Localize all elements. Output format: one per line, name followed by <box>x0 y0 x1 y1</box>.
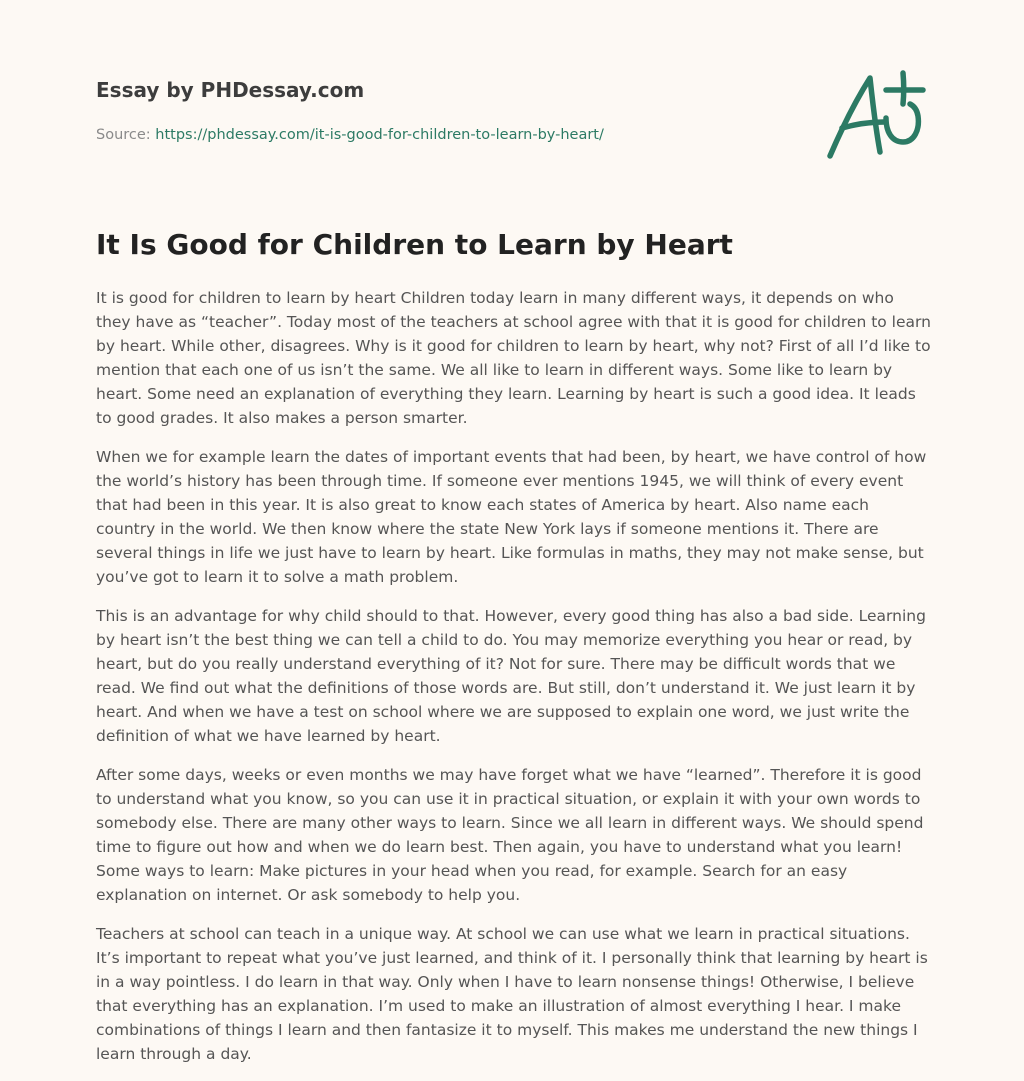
essay-paragraph: This is an advantage for why child should to that. However, every good thing has also a bad side. Learning by heart isn’t the best thing we can tell a child to do. You may memorize everything you hear or read, by heart, but do you really understand everything of it? Not for sure. There may be difficult words that we read. We find out what the definitions of those words are. But still, don’t understand it. We just learn it by heart. And when we have a test on school where we are supposed to explain one word, we just write the definition of what we have learned by heart. <box>96 607 926 745</box>
a-plus-logo-icon <box>820 66 930 166</box>
page-header <box>96 76 796 145</box>
source-link[interactable]: https://phdessay.com/it-is-good-for-children-to-learn-by-heart/ <box>155 127 604 143</box>
source-line <box>96 125 796 145</box>
site-title: Essay by PHDessay.com <box>96 78 365 102</box>
source-label: Source: <box>96 127 151 143</box>
essay-paragraph: It is good for children to learn by heart Children today learn in many different ways, it depends on who they have as “teacher”. Today most of the teachers at school agree with that it is good for children to learn by heart. While other, disagrees. Why is it good for children to learn by heart, why not? First of all I’d like to mention that each one of us isn’t the same. We all like to learn in different ways. Some like to learn by heart. Some need an explanation of everything they learn. Learning by heart is such a good idea. It leads to good grades. It also makes a person smarter. <box>96 289 931 427</box>
essay-paragraph: Teachers at school can teach in a unique way. At school we can use what we learn in practical situations. It’s important to repeat what you’ve just learned, and think of it. I personally think that learning by heart is in a way pointless. I do learn in that way. Only when I have to learn nonsense things! Otherwise, I believe that everything has an explanation. I’m used to make an illustration of almost everything I hear. I make combinations of things I learn and then fantasize it to myself. This makes me understand the new things I learn through a day. <box>96 925 928 1063</box>
essay-paragraph: After some days, weeks or even months we may have forget what we have “learned”. Therefore it is good to understand what you know, so you can use it in practical situation, or explain it with your own words to somebody else. There are many other ways to learn. Since we all learn in different ways. We should spend time to figure out how and when we do learn best. Then again, you have to understand what you learn! Some ways to learn: Make pictures in your head when you read, for example. Search for an easy explanation on internet. Or ask somebody to help you. <box>96 766 924 904</box>
essay-title: It Is Good for Children to Learn by Heart <box>96 228 733 261</box>
essay-body <box>96 286 932 1081</box>
essay-paragraph: When we for example learn the dates of important events that had been, by heart, we have control of how the world’s history has been through time. If someone ever mentions 1945, we will think of every event that had been in this year. It is also great to know each states of America by heart. Also name each country in the world. We then know where the state New York lays if someone mentions it. There are several things in life we just have to learn by heart. Like formulas in maths, they may not make sense, but you’ve got to learn it to solve a math problem. <box>96 448 927 586</box>
